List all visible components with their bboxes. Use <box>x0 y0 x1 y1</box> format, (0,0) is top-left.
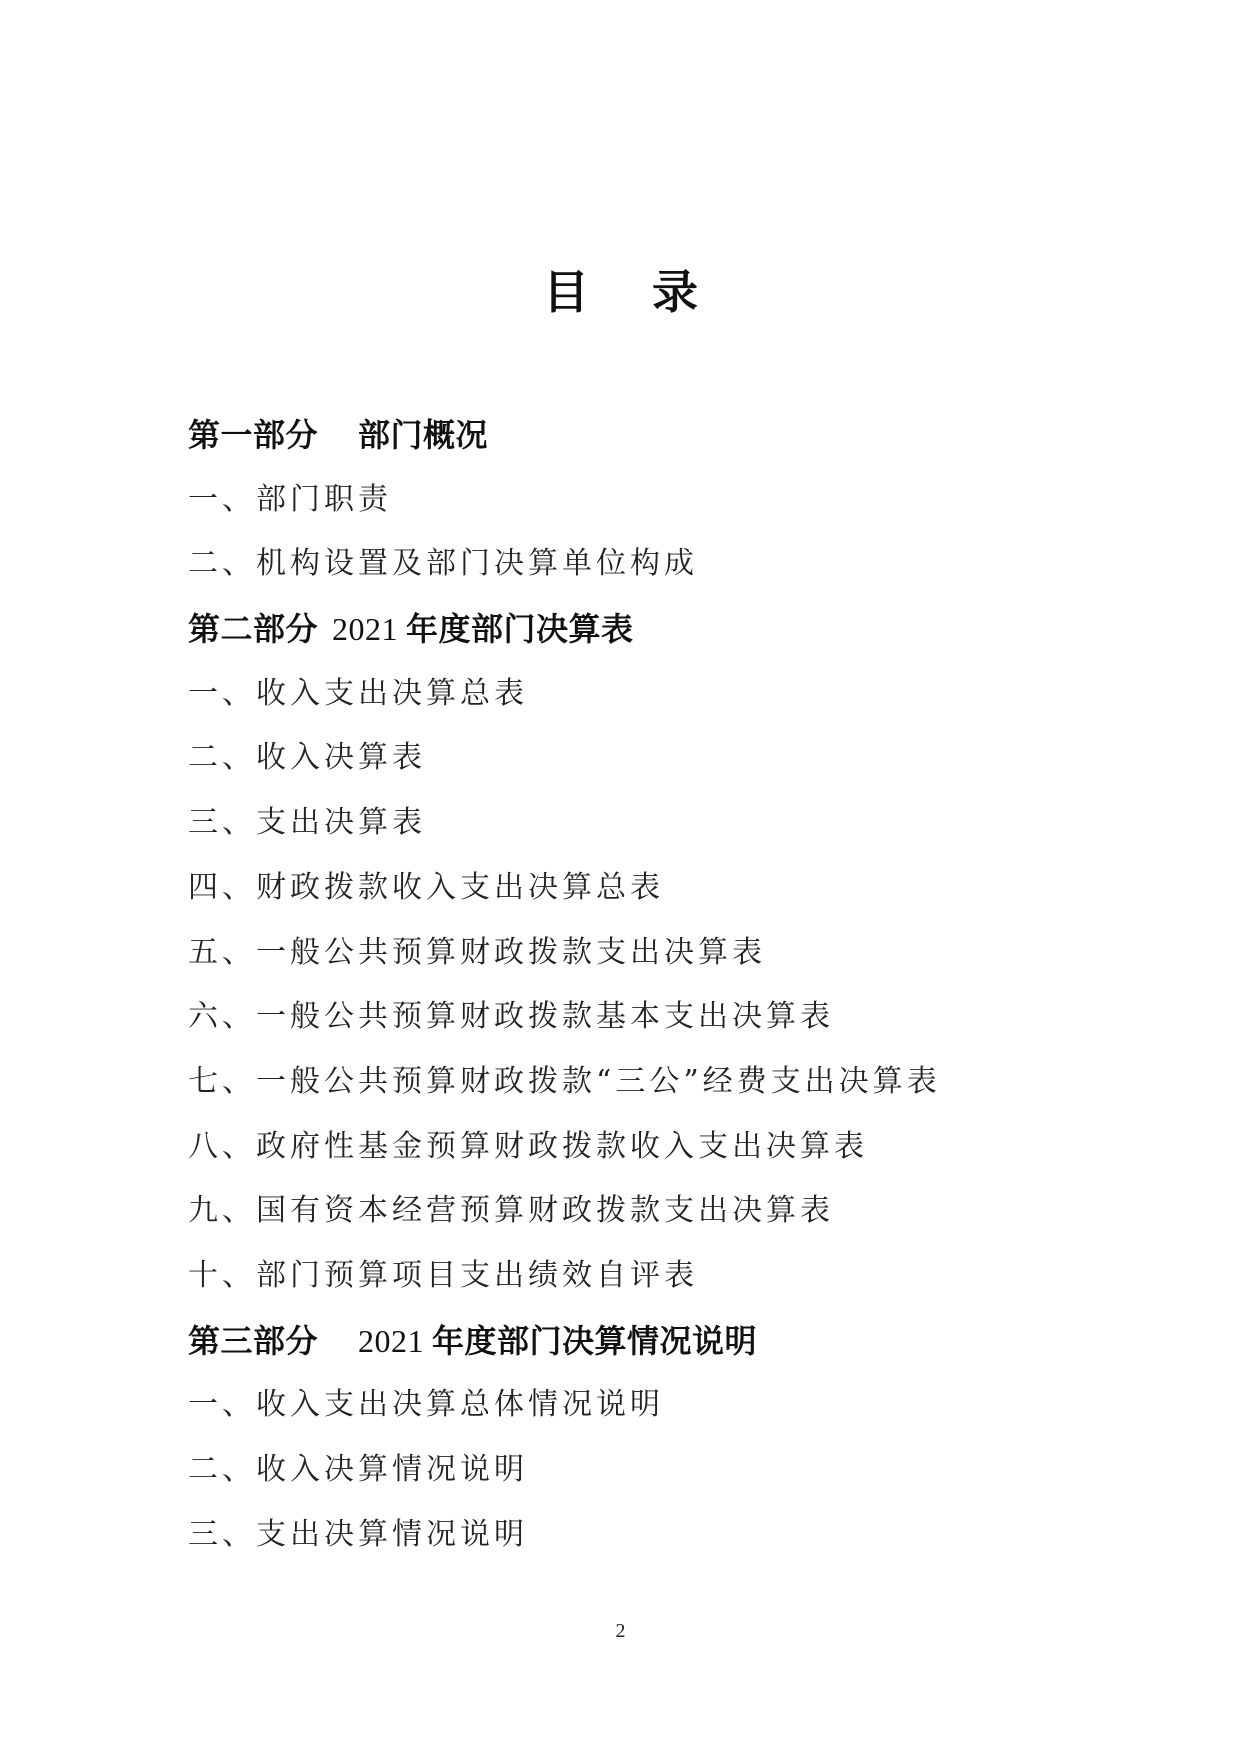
toc-item[interactable]: 一、部门职责 <box>188 481 392 517</box>
page-title-char-1: 目 <box>543 265 589 319</box>
toc-part-year: 2021 <box>358 1322 425 1359</box>
toc-item[interactable]: 七、一般公共预算财政拨款“三公”经费支出决算表 <box>188 1063 941 1099</box>
page-number: 2 <box>615 1620 626 1642</box>
toc-item[interactable]: 一、收入支出决算总体情况说明 <box>188 1387 664 1423</box>
toc-item[interactable]: 五、一般公共预算财政拨款支出决算表 <box>188 934 766 970</box>
toc-part-title: 年度部门决算情况说明 <box>432 1321 758 1360</box>
toc-item[interactable]: 六、一般公共预算财政拨款基本支出决算表 <box>188 999 834 1035</box>
toc-part-3-heading[interactable] <box>188 1321 1188 1386</box>
toc-item[interactable]: 三、支出决算表 <box>188 805 426 841</box>
toc-item[interactable]: 十、部门预算项目支出绩效自评表 <box>188 1257 698 1293</box>
toc-item[interactable]: 二、机构设置及部门决算单位构成 <box>188 546 698 582</box>
toc-part-1-heading[interactable] <box>188 415 1188 480</box>
page-title-char-2: 录 <box>652 265 698 319</box>
toc-item[interactable]: 三、支出决算情况说明 <box>188 1516 528 1552</box>
toc-item[interactable]: 九、国有资本经营预算财政拨款支出决算表 <box>188 1193 834 1229</box>
toc-item[interactable]: 一、收入支出决算总表 <box>188 675 528 711</box>
toc-part-label: 第三部分 <box>188 1321 319 1360</box>
toc-item[interactable]: 八、政府性基金预算财政拨款收入支出决算表 <box>188 1128 868 1164</box>
toc-part-title: 年度部门决算表 <box>406 610 634 649</box>
toc-item[interactable]: 二、收入决算表 <box>188 740 426 776</box>
toc-part-2-heading[interactable] <box>188 609 1188 674</box>
toc-part-label: 第一部分 <box>188 416 319 454</box>
toc-item[interactable]: 二、收入决算情况说明 <box>188 1452 528 1487</box>
toc-part-year: 2021 <box>332 611 399 648</box>
table-of-contents <box>188 415 1188 1579</box>
toc-item[interactable]: 四、财政拨款收入支出决算总表 <box>188 869 664 905</box>
toc-part-label: 第二部分 <box>188 610 319 649</box>
page-title <box>0 262 1241 322</box>
toc-part-title: 部门概况 <box>358 416 489 454</box>
